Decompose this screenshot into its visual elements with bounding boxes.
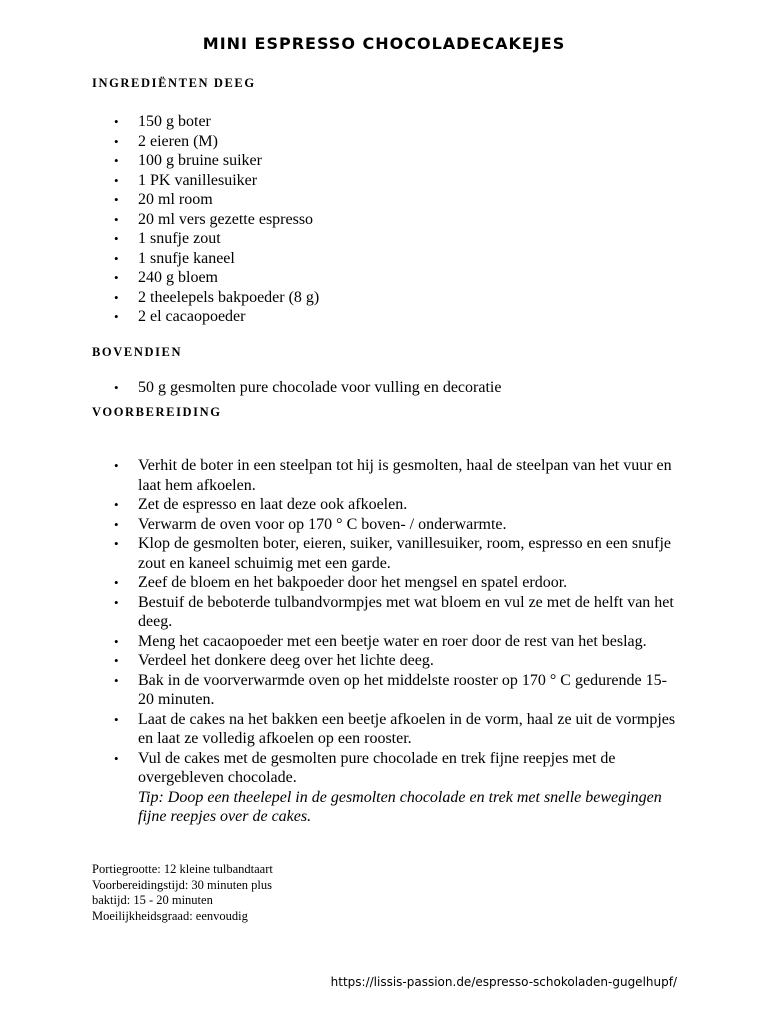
- list-item: • Laat de cakes na het bakken een beetje afkoelen in de vorm, haal ze uit de vormpjes en laat ze volledig afkoelen op een rooster.: [92, 710, 682, 749]
- recipe-title: MINI ESPRESSO CHOCOLADECAKEJES: [202, 34, 566, 53]
- list-item: • Verwarm de oven voor op 170 ° C boven- / onderwarmte.: [92, 515, 682, 535]
- list-item: • 240 g bloem: [92, 268, 682, 288]
- list-item: • Bak in de voorverwarmde oven op het middelste rooster op 170 ° C gedurende 15-20 minuten.: [92, 671, 682, 710]
- ingredients-list: [92, 112, 682, 327]
- list-item: • 1 snufje zout: [92, 229, 682, 249]
- list-item: • Meng het cacaopoeder met een beetje water en roer door de rest van het beslag.: [92, 632, 682, 652]
- list-item: • 1 snufje kaneel: [92, 249, 682, 269]
- list-item: • 50 g gesmolten pure chocolade voor vulling en decoratie: [92, 378, 682, 398]
- list-item: • 2 eieren (M): [92, 132, 682, 152]
- list-item: • Zeef de bloem en het bakpoeder door het mengsel en spatel erdoor.: [92, 573, 682, 593]
- extra-list: [92, 378, 682, 398]
- list-item: • Verhit de boter in een steelpan tot hij is gesmolten, haal de steelpan van het vuur en laat hem afkoelen.: [92, 456, 682, 495]
- list-item: • Zet de espresso en laat deze ook afkoelen.: [92, 495, 682, 515]
- difficulty: Moeilijkheidsgraad: eenvoudig: [92, 908, 248, 923]
- list-item: • Bestuif de beboterde tulbandvormpjes met wat bloem en vul ze met de helft van het deeg.: [92, 593, 682, 632]
- list-item-text: Vul de cakes met de gesmolten pure chocolade en trek fijne reepjes met de overgebleven chocolade.: [138, 749, 616, 786]
- list-item: • Verdeel het donkere deeg over het lichte deeg.: [92, 651, 682, 671]
- list-item: • 2 theelepels bakpoeder (8 g): [92, 288, 682, 308]
- list-item: • 2 el cacaopoeder: [92, 307, 682, 327]
- extra-heading: BOVENDIEN: [92, 345, 183, 359]
- preparation-list: [92, 456, 682, 827]
- list-item: • 20 ml room: [92, 190, 682, 210]
- list-item: • Klop de gesmolten boter, eieren, suiker, vanillesuiker, room, espresso en een snufje zout en kaneel schuimig met een garde.: [92, 534, 682, 573]
- preparation-heading: VOORBEREIDING: [92, 405, 222, 419]
- ingredients-heading: INGREDIËNTEN DEEG: [92, 76, 256, 90]
- prep-time: Voorbereidingstijd: 30 minuten plus: [92, 877, 272, 892]
- list-item: • 150 g boter: [92, 112, 682, 132]
- tip-text: Tip: Doop een theelepel in de gesmolten chocolade en trek met snelle bewegingen fijne reepjes over de cakes.: [138, 788, 662, 825]
- list-item: • 100 g bruine suiker: [92, 151, 682, 171]
- source-link[interactable]: https://lissis-passion.de/espresso-schokoladen-gugelhupf/: [330, 975, 677, 989]
- bake-time: baktijd: 15 - 20 minuten: [92, 893, 213, 907]
- list-item: [92, 749, 682, 827]
- list-item: • 20 ml vers gezette espresso: [92, 210, 682, 230]
- portion-size: Portiegrootte: 12 kleine tulbandtaart: [92, 862, 273, 876]
- recipe-info: [92, 862, 273, 924]
- list-item: • 1 PK vanillesuiker: [92, 171, 682, 191]
